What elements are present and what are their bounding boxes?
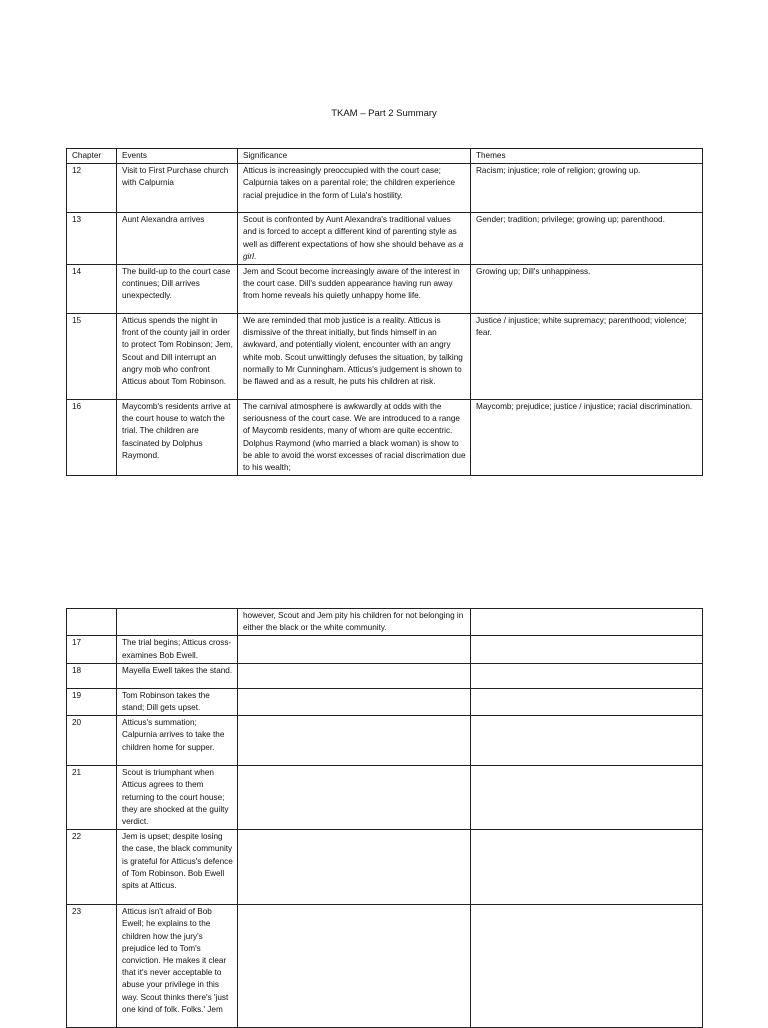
themes-cell: [471, 905, 703, 1028]
chapter-cell: 18: [67, 663, 117, 688]
table-header-row: [67, 149, 703, 164]
significance-cell: [238, 663, 471, 688]
events-cell: [117, 609, 238, 636]
chapter-cell: [67, 609, 117, 636]
significance-cell: Jem and Scout become increasingly aware of the interest in the court case. Dill's sudden appearance having run away from home reveals his quietly unhappy home life.: [238, 265, 471, 314]
events-cell: Atticus's summation; Calpurnia arrives to take the children home for supper.: [117, 716, 238, 766]
summary-table-continued: [66, 608, 703, 1028]
themes-cell: [471, 716, 703, 766]
table-row: [67, 663, 703, 688]
significance-cell: [238, 636, 471, 663]
events-cell: Atticus spends the night in front of the county jail in order to protect Tom Robinson; Jem, Scout and Dill interrupt an angry mob who confront Atticus about Tom Robinson.: [117, 314, 238, 400]
document-title: TKAM – Part 2 Summary: [331, 108, 437, 119]
header-themes: Themes: [471, 149, 703, 164]
table-row: [67, 265, 703, 314]
themes-cell: [471, 636, 703, 663]
significance-cell: We are reminded that mob justice is a reality. Atticus is dismissive of the threat initially, but finds himself in an awkward, and potentially violent, encounter with an angry white mob. Scout unwittingly defuses the situation, by talking normally to Mr Cunningham. Atticus's judgement is shown to be flawed and as a result, he puts his children at risk.: [238, 314, 471, 400]
events-cell: Atticus isn't afraid of Bob Ewell; he explains to the children how the jury's prejudice led to Tom's conviction. He makes it clear that it's never acceptable to abuse your privilege in this way. Scout thinks there's 'just one kind of folk. Folks.' Jem: [117, 905, 238, 1028]
significance-cell: [238, 905, 471, 1028]
significance-cell: [238, 830, 471, 905]
chapter-cell: 14: [67, 265, 117, 314]
chapter-cell: 12: [67, 164, 117, 213]
events-cell: Visit to First Purchase church with Calpurnia: [117, 164, 238, 213]
table-row: [67, 314, 703, 400]
table-row: [67, 688, 703, 715]
themes-cell: [471, 663, 703, 688]
themes-cell: Maycomb; prejudice; justice / injustice; racial discrimination.: [471, 400, 703, 476]
themes-cell: Gender; tradition; privilege; growing up; parenthood.: [471, 213, 703, 265]
significance-text: Scout is confronted by Aunt Alexandra's traditional values and is forced to accept a different kind of parenting style as well as different expectations of how she should behave: [243, 215, 457, 249]
chapter-cell: 22: [67, 830, 117, 905]
significance-emphasis: as a girl: [243, 239, 464, 261]
table-row: [67, 213, 703, 265]
table-row: [67, 636, 703, 663]
themes-cell: Racism; injustice; role of religion; growing up.: [471, 164, 703, 213]
table-row: [67, 716, 703, 766]
summary-table: [66, 148, 703, 476]
themes-cell: Justice / injustice; white supremacy; parenthood; violence; fear.: [471, 314, 703, 400]
themes-cell: [471, 609, 703, 636]
header-events: Events: [117, 149, 238, 164]
chapter-cell: 20: [67, 716, 117, 766]
header-significance: Significance: [238, 149, 471, 164]
significance-cell: [238, 766, 471, 830]
events-cell: Maycomb's residents arrive at the court house to watch the trial. The children are fascinated by Dolphus Raymond.: [117, 400, 238, 476]
events-cell: The trial begins; Atticus cross-examines Bob Ewell.: [117, 636, 238, 663]
events-cell: Tom Robinson takes the stand; Dill gets upset.: [117, 688, 238, 715]
table-row-continuation: [67, 609, 703, 636]
table-row: [67, 830, 703, 905]
significance-cell: [238, 213, 471, 265]
table-row: [67, 766, 703, 830]
themes-cell: [471, 688, 703, 715]
themes-cell: [471, 766, 703, 830]
significance-cell: [238, 716, 471, 766]
events-cell: Jem is upset; despite losing the case, the black community is grateful for Atticus's defence of Tom Robinson. Bob Ewell spits at Atticus.: [117, 830, 238, 905]
table-row: [67, 905, 703, 1028]
significance-cell: The carnival atmosphere is awkwardly at odds with the seriousness of the court case. We are introduced to a range of Maycomb residents, many of whom are quite eccentric. Dolphus Raymond (who married a black woman) is show to be able to avoid the worst excesses of racial discrimation due to his wealth;: [238, 400, 471, 476]
events-cell: Mayella Ewell takes the stand.: [117, 663, 238, 688]
chapter-cell: 19: [67, 688, 117, 715]
significance-end: .: [253, 251, 257, 261]
table-row: [67, 164, 703, 213]
chapter-cell: 21: [67, 766, 117, 830]
events-cell: Scout is triumphant when Atticus agrees to them returning to the court house; they are shocked at the guilty verdict.: [117, 766, 238, 830]
themes-cell: [471, 830, 703, 905]
events-cell: The build-up to the court case continues; Dill arrives unexpectedly.: [117, 265, 238, 314]
significance-cell: Atticus is increasingly preoccupied with the court case; Calpurnia takes on a parental role; the children experience racial prejudice in the form of Lula's hostility.: [238, 164, 471, 213]
table-row: [67, 400, 703, 476]
events-cell: Aunt Alexandra arrives: [117, 213, 238, 265]
chapter-cell: 15: [67, 314, 117, 400]
chapter-cell: 16: [67, 400, 117, 476]
significance-cell: [238, 688, 471, 715]
chapter-cell: 23: [67, 905, 117, 1028]
chapter-cell: 13: [67, 213, 117, 265]
themes-cell: Growing up; Dill's unhappiness.: [471, 265, 703, 314]
chapter-cell: 17: [67, 636, 117, 663]
significance-cell: however, Scout and Jem pity his children for not belonging in either the black or the white community.: [238, 609, 471, 636]
header-chapter: Chapter: [67, 149, 117, 164]
